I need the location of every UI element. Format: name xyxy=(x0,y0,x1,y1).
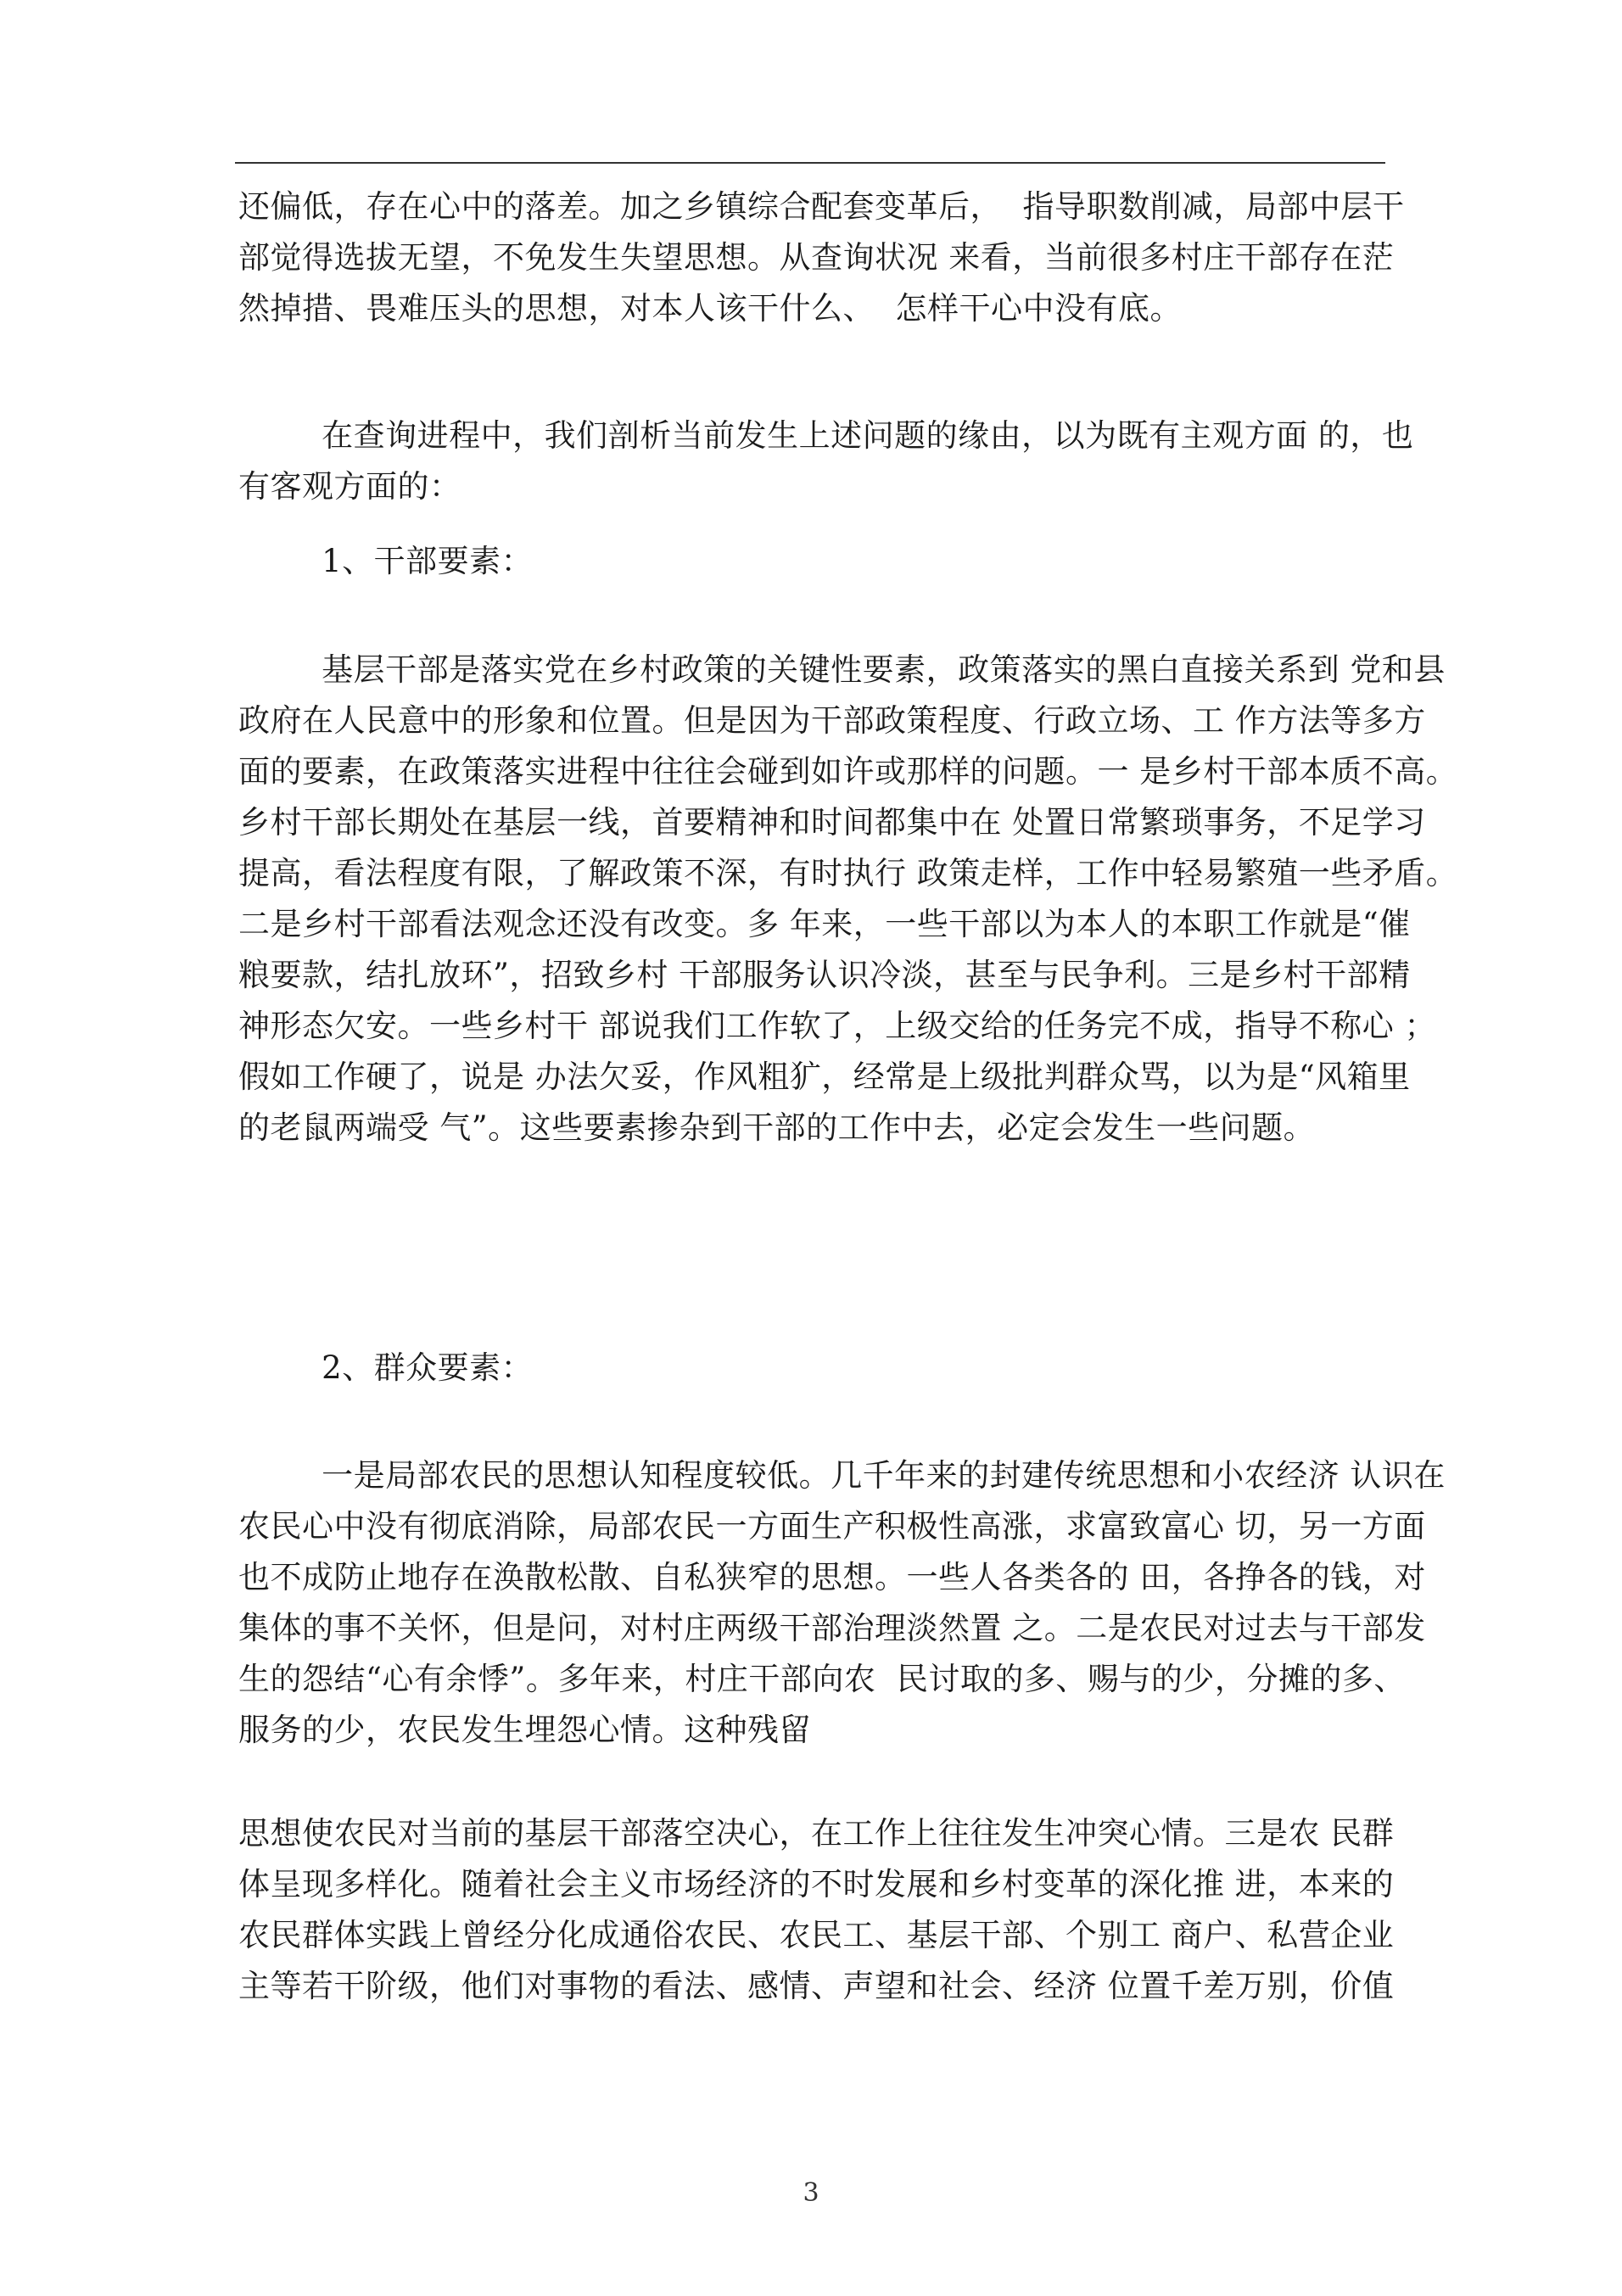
text-line: 在查询进程中，我们剖析当前发生上述问题的缘由，以为既有主观方面 的，也 xyxy=(238,417,1414,454)
page-number: 3 xyxy=(803,2178,819,2208)
text-line: 神形态欠安。一些乡村干 部说我们工作软了，上级交给的任务完不成，指导不称心 ； xyxy=(238,1008,1437,1044)
text-line: 2、群众要素： xyxy=(238,1349,534,1386)
text-line: 提高，看法程度有限，了解政策不深，有时执行 政策走样，工作中轻易繁殖一些矛盾。 xyxy=(238,855,1458,891)
paragraph xyxy=(238,182,1405,334)
text-line: 1、干部要素： xyxy=(238,543,534,579)
text-line: 还偏低，存在心中的落差。加之乡镇综合配套变革后， 指导职数削减，局部中层干 xyxy=(238,188,1405,225)
paragraph xyxy=(238,1808,1395,2012)
text-line: 生的怨结“心有余悸”。多年来，村庄干部向农 民讨取的多、赐与的少，分摊的多、 xyxy=(238,1661,1406,1697)
text-line: 政府在人民意中的形象和位置。但是因为干部政策程度、行政立场、工 作方法等多方 xyxy=(238,702,1426,739)
text-line: 乡村干部长期处在基层一线，首要精神和时间都集中在 处置日常繁琐事务，不足学习 xyxy=(238,804,1426,841)
section-heading xyxy=(238,536,1385,587)
text-line: 粮要款，结扎放环”，招致乡村 干部服务认识冷淡，甚至与民争利。三是乡村干部精 xyxy=(238,957,1411,993)
paragraph xyxy=(238,1450,1446,1756)
text-line: 集体的事不关怀，但是问，对村庄两级干部治理淡然置 之。二是农民对过去与干部发 xyxy=(238,1610,1426,1646)
text-line: 体呈现多样化。随着社会主义市场经济的不时发展和乡村变革的深化推 进，本来的 xyxy=(238,1866,1395,1902)
text-line: 农民心中没有彻底消除，局部农民一方面生产积极性高涨，求富致富心 切，另一方面 xyxy=(238,1508,1426,1545)
text-line: 服务的少，农民发生埋怨心情。这种残留 xyxy=(238,1712,811,1748)
text-line: 一是局部农民的思想认知程度较低。几千年来的封建传统思想和小农经济 认识在 xyxy=(238,1457,1446,1494)
text-line: 主等若干阶级，他们对事物的看法、感情、声望和社会、经济 位置千差万别，价值 xyxy=(238,1968,1395,2004)
section-heading xyxy=(238,1343,1385,1394)
text-line: 面的要素，在政策落实进程中往往会碰到如许或那样的问题。一 是乡村干部本质不高。 xyxy=(238,753,1458,790)
text-line: 然掉措、畏难压头的思想，对本人该干什么、 怎样干心中没有底。 xyxy=(238,290,1183,327)
text-line: 假如工作硬了，说是 办法欠妥，作风粗犷，经常是上级批判群众骂，以为是“风箱里 xyxy=(238,1059,1411,1095)
text-line: 的老鼠两端受 气”。这些要素掺杂到干部的工作中去，必定会发生一些问题。 xyxy=(238,1109,1316,1146)
text-line: 思想使农民对当前的基层干部落空决心，在工作上往往发生冲突心情。三是农 民群 xyxy=(238,1815,1395,1852)
header-rule xyxy=(235,162,1385,164)
text-line: 也不成防止地存在涣散松散、自私狭窄的思想。一些人各类各的 田，各挣各的钱，对 xyxy=(238,1559,1426,1595)
text-line: 部觉得选拔无望，不免发生失望思想。从查询状况 来看，当前很多村庄干部存在茫 xyxy=(238,239,1395,276)
paragraph xyxy=(238,645,1458,1154)
text-line: 基层干部是落实党在乡村政策的关键性要素，政策落实的黑白直接关系到 党和县 xyxy=(238,651,1446,688)
text-line: 二是乡村干部看法观念还没有改变。多 年来，一些干部以为本人的本职工作就是“催 xyxy=(238,906,1411,942)
text-line: 有客观方面的： xyxy=(238,468,461,505)
paragraph xyxy=(238,411,1414,512)
text-line: 农民群体实践上曾经分化成通俗农民、农民工、基层干部、个别工 商户、私营企业 xyxy=(238,1917,1395,1953)
